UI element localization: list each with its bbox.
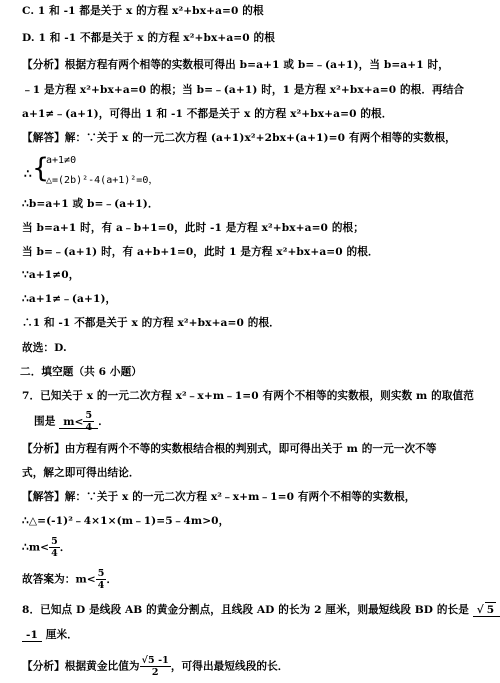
q7-analysis-1: 【分析】由方程有两个不等的实数根结合根的判别式，即可得出关于 m 的一元一次不等 <box>22 443 437 455</box>
analysis-line-3: a+1≠﹣(a+1)，可得出 1 和 -1 不都是关于 x 的方程 x²+bx+a=0 的根． <box>22 108 393 120</box>
question-7-line-2 <box>34 410 465 433</box>
q7-fraction <box>83 410 94 433</box>
q7-sol3-num: 5 <box>51 536 58 547</box>
q8-analysis-fraction <box>140 655 171 678</box>
q7-solution-3 <box>22 536 465 559</box>
q7-answer-fraction <box>96 568 107 591</box>
step-2: 当 b=a+1 时，有 a﹣b+1=0，此时 -1 是方程 x²+bx+a=0 的根； <box>22 222 364 234</box>
q7-sol3-prefix: ∴m< <box>22 541 50 554</box>
option-d: D. 1 和 -1 不都是关于 x 的方程 x²+bx+a=0 的根 <box>22 32 275 44</box>
q7-answer <box>22 568 465 591</box>
q8-unit: 厘米． <box>45 629 78 641</box>
q8-analysis-den: 2 <box>151 667 159 678</box>
q7-solution-1: 【解答】解：∵关于 x 的一元二次方程 x²﹣x+m﹣1=0 有两个不相等的实数根， <box>22 491 416 503</box>
system-comma: ， <box>148 175 159 186</box>
q7-frac-den: 4 <box>85 422 93 433</box>
system-equation-1: a+1≠0 <box>46 155 77 166</box>
q7-solution-2: ∴△=(-1)²﹣4×1×(m﹣1)=5﹣4m>0， <box>22 515 230 527</box>
system-equation-2 <box>46 171 158 186</box>
analysis-line-2: ﹣1 是方程 x²+bx+a=0 的根；当 b=﹣(a+1) 时，1 是方程 x²+bx+a=0 的根．再结合 <box>22 84 465 96</box>
q7-sol3-den: 4 <box>51 548 58 559</box>
q8-analysis-prefix: 【分析】根据黄金比值为 <box>22 660 140 673</box>
q7-sol3-fraction <box>49 536 60 559</box>
q7-frac-num: 5 <box>85 410 93 421</box>
q8-analysis-num: √5 -1 <box>141 655 169 666</box>
q7-answer-den: 4 <box>97 580 105 591</box>
analysis-line-1: 【分析】根据方程有两个相等的实数根可得出 b=a+1 或 b=﹣(a+1)，当 b=a+1 时， <box>22 59 449 71</box>
question-8-line-2 <box>22 628 465 642</box>
q7-analysis-2: 式，解之即可得出结论． <box>22 467 140 479</box>
left-brace-icon: { <box>32 153 50 184</box>
q8-analysis <box>22 655 465 678</box>
question-7-line-1: 7．已知关于 x 的一元二次方程 x²﹣x+m﹣1=0 有两个不相等的实数根，则实数 m 的取值范 <box>22 390 474 402</box>
q7-answer-prefix: 故答案为：m< <box>22 573 96 586</box>
q8-text: 8．已知点 D 是线段 AB 的黄金分割点，且线段 AD 的长为 2 厘米，则最短线段 BD 的长是 <box>22 604 469 616</box>
step-1: ∴b=a+1 或 b=﹣(a+1)． <box>22 198 159 210</box>
step-4: ∵a+1≠0， <box>22 269 80 281</box>
step-3: 当 b=﹣(a+1) 时，有 a+b+1=0，此时 1 是方程 x²+bx+a=0 的根． <box>22 246 379 258</box>
q8-blank: √ 5 <box>473 604 500 617</box>
step-5: ∴a+1≠﹣(a+1)， <box>22 293 117 305</box>
q7-answer-suffix: ． <box>106 573 118 586</box>
q8-blank-cont: -1 <box>22 629 42 642</box>
q7-answer-blank <box>59 410 98 433</box>
solution-line-1: 【解答】解：∵关于 x 的一元二次方程 (a+1)x²+2bx+(a+1)=0 有两个相等的实数根， <box>22 132 456 144</box>
equation-system <box>24 154 224 190</box>
system-equation-2-text: △=(2b)²-4(a+1)²=0 <box>46 175 149 186</box>
therefore-symbol: ∴ <box>24 167 32 181</box>
q8-analysis-suffix: ，可得出最短线段的长． <box>170 660 289 673</box>
q7-answer-num: 5 <box>97 568 105 579</box>
q7-answer-text: m< <box>63 415 84 428</box>
option-c: C. 1 和 -1 都是关于 x 的方程 x²+bx+a=0 的根 <box>22 5 264 17</box>
q7-sol3-suffix: ． <box>59 541 71 554</box>
step-6: ∴1 和 -1 不都是关于 x 的方程 x²+bx+a=0 的根． <box>22 317 280 329</box>
q7-suffix: ． <box>98 415 109 428</box>
answer-d: 故选：D. <box>22 342 67 354</box>
section-heading: 二．填空题（共 6 小题） <box>20 366 142 378</box>
question-8-line-1 <box>22 602 495 617</box>
q7-prefix: 围是 <box>34 415 56 428</box>
q8-sqrt: 5 <box>486 604 495 616</box>
